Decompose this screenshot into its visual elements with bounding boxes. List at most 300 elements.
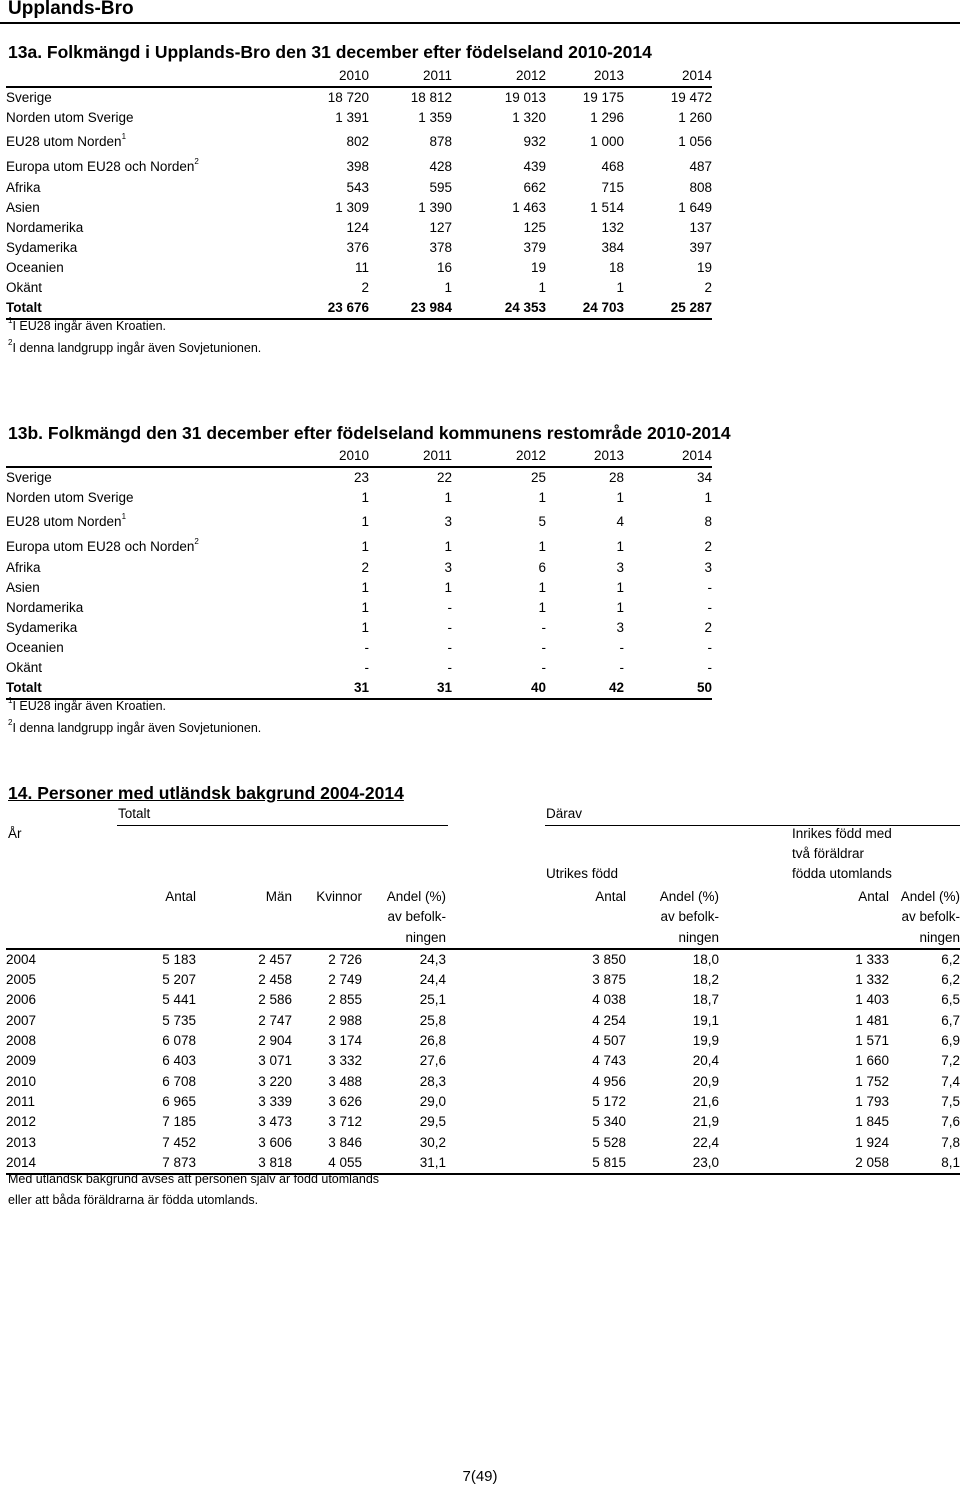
value-cell: 7,6 (941, 1114, 960, 1130)
value-cell: 3 488 (328, 1073, 362, 1089)
value-cell: 3 (616, 560, 624, 575)
total-value: 24 353 (452, 298, 546, 319)
table-row (6, 990, 960, 1010)
year-cell: 2006 (6, 992, 37, 1008)
value-cell: 1 056 (678, 134, 712, 149)
value-cell: 5 528 (592, 1134, 626, 1150)
table-row (6, 87, 712, 108)
value-cell: 5 172 (592, 1093, 626, 1109)
value-cell: 2 904 (258, 1033, 292, 1049)
value-cell: 487 (689, 159, 712, 174)
row-label: Afrika (6, 180, 41, 195)
total-value: 31 (286, 678, 369, 699)
value-cell: 8,1 (889, 1153, 960, 1174)
table-14-note-2: eller att båda föräldrarna är födda utomlands. (8, 1193, 259, 1207)
value-cell: 932 (523, 134, 546, 149)
value-cell: 28 (608, 470, 624, 485)
value-cell: 132 (601, 220, 624, 235)
value-cell: 1 660 (855, 1053, 889, 1069)
value-cell: 1 845 (855, 1114, 889, 1130)
total-value: 42 (546, 678, 624, 699)
year-cell: 2013 (6, 1134, 37, 1150)
row-label: Afrika (6, 560, 41, 575)
row-label: EU28 utom Norden$^1$ (6, 132, 127, 149)
row-label: Sydamerika (6, 240, 78, 255)
header-man: Män (265, 889, 292, 904)
value-cell: 1 (361, 620, 369, 635)
value-cell: 18 720 (327, 90, 369, 105)
total-value: 31 (369, 678, 452, 699)
table-row (6, 949, 960, 970)
value-cell: 1 390 (418, 200, 452, 215)
value-cell: 2 458 (258, 972, 292, 988)
value-cell: 19 175 (582, 90, 624, 105)
value-cell: 3 606 (258, 1134, 292, 1150)
value-cell: 29,0 (419, 1093, 446, 1109)
value-cell: 3 (444, 560, 452, 575)
value-cell: - (447, 660, 452, 675)
value-cell: 1 (704, 490, 712, 505)
value-cell: 30,2 (419, 1134, 446, 1150)
value-cell: 5 (538, 514, 546, 529)
table-14-header-row-1 (6, 887, 960, 907)
value-cell: 1 359 (418, 110, 452, 125)
table-row (6, 218, 712, 238)
value-cell: 2 (704, 620, 712, 635)
value-cell: 16 (436, 260, 452, 275)
value-cell: 6 708 (162, 1073, 196, 1089)
table-row (6, 278, 712, 298)
utrikes-header: Utrikes född (546, 866, 619, 881)
table-13a (6, 66, 712, 320)
value-cell: 1 (616, 539, 624, 554)
row-label: Norden utom Sverige (6, 490, 134, 505)
value-cell: 29,5 (419, 1114, 446, 1130)
value-cell: 3 (444, 514, 452, 529)
total-row (6, 678, 712, 699)
value-cell: 468 (601, 159, 624, 174)
value-cell: 1 (444, 539, 452, 554)
value-cell: 4 507 (592, 1033, 626, 1049)
value-cell: 4 (616, 514, 624, 529)
value-cell: 3 846 (328, 1134, 362, 1150)
value-cell: 6,7 (941, 1012, 960, 1028)
total-row (6, 298, 712, 319)
value-cell: 1 (444, 580, 452, 595)
value-cell: 4 055 (292, 1153, 362, 1174)
inrikes-header-line3: födda utomlands (792, 866, 892, 881)
value-cell: 1 514 (590, 200, 624, 215)
value-cell: 1 260 (678, 110, 712, 125)
value-cell: 379 (523, 240, 546, 255)
value-cell: 3 712 (328, 1114, 362, 1130)
header-utrikes-antal: Antal (595, 889, 626, 904)
value-cell: 6 403 (162, 1053, 196, 1069)
value-cell: - (619, 660, 624, 675)
value-cell: 31,1 (362, 1153, 446, 1174)
value-cell: 7,5 (941, 1093, 960, 1109)
value-cell: 137 (689, 220, 712, 235)
value-cell: - (541, 640, 546, 655)
header-totalt-andel-line2: av befolk- (387, 909, 446, 925)
value-cell: 1 332 (855, 972, 889, 988)
value-cell: 7 452 (162, 1134, 196, 1150)
value-cell: 3 220 (258, 1073, 292, 1089)
value-cell: 127 (429, 220, 452, 235)
header-utrikes-andel: Andel (%) (659, 889, 719, 904)
header-inrikes-andel: Andel (%) (900, 889, 960, 904)
header-utrikes-andel-line2: av befolk- (660, 909, 719, 925)
table-14-header-row-3 (6, 928, 960, 949)
header-divider (0, 22, 960, 24)
value-cell: - (619, 640, 624, 655)
value-cell: 5 183 (162, 951, 196, 967)
value-cell: 1 463 (512, 200, 546, 215)
value-cell: 3 071 (258, 1053, 292, 1069)
table-row (6, 1112, 960, 1132)
footnote-marker: 1 (121, 132, 127, 141)
value-cell: 3 850 (592, 951, 626, 967)
value-cell: 1 (444, 490, 452, 505)
year-header: 2010 (286, 66, 369, 87)
year-cell: 2010 (6, 1073, 37, 1089)
value-cell: 3 332 (328, 1053, 362, 1069)
value-cell: 7,4 (941, 1073, 960, 1089)
table-row (6, 970, 960, 990)
row-label: Europa utom EU28 och Norden$^2$ (6, 537, 199, 554)
row-label: Sverige (6, 90, 52, 105)
value-cell: 5 815 (446, 1153, 626, 1174)
value-cell: 3 818 (196, 1153, 292, 1174)
value-cell: 6,2 (941, 972, 960, 988)
value-cell: 23,0 (626, 1153, 719, 1174)
value-cell: 1 (361, 490, 369, 505)
table-row (6, 638, 712, 658)
footnote-marker: 2 (194, 157, 199, 166)
table-row (6, 178, 712, 198)
header-cell (6, 887, 106, 907)
value-cell: 1 (361, 539, 369, 554)
value-cell: 5 207 (162, 972, 196, 988)
value-cell: - (707, 640, 712, 655)
value-cell: 2 (361, 280, 369, 295)
table-row (6, 1011, 960, 1031)
value-cell: 18 812 (410, 90, 452, 105)
group-darav-underline (545, 825, 960, 826)
value-cell: 1 924 (855, 1134, 889, 1150)
value-cell: 376 (346, 240, 369, 255)
value-cell: 18,0 (692, 951, 719, 967)
table-row (6, 533, 712, 558)
table-row (6, 1031, 960, 1051)
footnote-marker: 1 (121, 512, 127, 521)
table-row (6, 1133, 960, 1153)
value-cell: 20,4 (692, 1053, 719, 1069)
table-row (6, 153, 712, 178)
value-cell: - (447, 600, 452, 615)
value-cell: 2 586 (258, 992, 292, 1008)
value-cell: 24,4 (419, 972, 446, 988)
value-cell: 1 391 (335, 110, 369, 125)
value-cell: 1 (538, 539, 546, 554)
value-cell: 878 (429, 134, 452, 149)
table-13b-note-2: $^2$I denna landgrupp ingår även Sovjetunionen. (8, 718, 262, 735)
value-cell: - (707, 600, 712, 615)
year-cell: 2005 (6, 972, 37, 988)
value-cell: 25,1 (419, 992, 446, 1008)
header-inrikes-antal: Antal (858, 889, 889, 904)
table-13b-note-1: $^1$I EU28 ingår även Kroatien. (8, 696, 167, 713)
value-cell: 439 (523, 159, 546, 174)
header-totalt-antal: Antal (165, 889, 196, 904)
value-cell: 4 038 (592, 992, 626, 1008)
value-cell: 26,8 (419, 1033, 446, 1049)
value-cell: 7,2 (941, 1053, 960, 1069)
group-totalt: Totalt (118, 806, 151, 821)
value-cell: 27,6 (419, 1053, 446, 1069)
row-label: EU28 utom Norden$^1$ (6, 512, 127, 529)
row-label: Asien (6, 580, 40, 595)
value-cell: 125 (523, 220, 546, 235)
value-cell: 2 457 (258, 951, 292, 967)
value-cell: 1 (616, 600, 624, 615)
row-label: Okänt (6, 660, 43, 675)
table-row (6, 578, 712, 598)
header-totalt-andel: Andel (%) (386, 889, 446, 904)
year-header: 2014 (624, 66, 712, 87)
value-cell: 6 (538, 560, 546, 575)
value-cell: - (447, 620, 452, 635)
table-row (6, 558, 712, 578)
value-cell: 1 309 (335, 200, 369, 215)
value-cell: 1 (361, 514, 369, 529)
row-label: Sydamerika (6, 620, 78, 635)
table-row (6, 1092, 960, 1112)
group-darav: Därav (546, 806, 583, 821)
row-label: Nordamerika (6, 220, 84, 235)
total-label: Totalt (6, 298, 286, 319)
footnote-marker: 2 (194, 537, 199, 546)
total-value: 40 (452, 678, 546, 699)
value-cell: 1 (616, 280, 624, 295)
row-label: Oceanien (6, 260, 64, 275)
value-cell: 3 (704, 560, 712, 575)
value-cell: 2 058 (719, 1153, 889, 1174)
value-cell: 2 726 (328, 951, 362, 967)
value-cell: 3 (616, 620, 624, 635)
value-cell: 1 (538, 580, 546, 595)
value-cell: 3 339 (258, 1093, 292, 1109)
table-row (6, 1153, 960, 1174)
year-header: 2011 (369, 66, 452, 87)
value-cell: 3 626 (328, 1093, 362, 1109)
header-totalt-andel-line3: ningen (362, 928, 446, 949)
row-label: Oceanien (6, 640, 64, 655)
value-cell: 4 956 (592, 1073, 626, 1089)
value-cell: 6,5 (941, 992, 960, 1008)
value-cell: 11 (354, 260, 369, 275)
year-header: 2010 (286, 446, 369, 467)
value-cell: 1 333 (855, 951, 889, 967)
value-cell: - (447, 640, 452, 655)
year-cell: 2011 (6, 1093, 36, 1109)
table-row (6, 508, 712, 533)
table-row (6, 108, 712, 128)
table-row (6, 488, 712, 508)
value-cell: 2 988 (328, 1012, 362, 1028)
value-cell: 6 078 (162, 1033, 196, 1049)
header-kvinnor: Kvinnor (316, 889, 362, 904)
year-header-row (6, 66, 712, 87)
value-cell: 1 571 (855, 1033, 889, 1049)
table-row (6, 598, 712, 618)
value-cell: 1 481 (855, 1012, 889, 1028)
total-value: 24 703 (546, 298, 624, 319)
value-cell: 7,8 (941, 1134, 960, 1150)
table-row (6, 198, 712, 218)
value-cell: 3 473 (258, 1114, 292, 1130)
value-cell: 378 (429, 240, 452, 255)
value-cell: 19,9 (692, 1033, 719, 1049)
value-cell: 19 (530, 260, 546, 275)
total-label: Totalt (6, 678, 286, 699)
row-label: Europa utom EU28 och Norden$^2$ (6, 157, 199, 174)
value-cell: 5 340 (592, 1114, 626, 1130)
value-cell: - (364, 640, 369, 655)
value-cell: - (707, 660, 712, 675)
value-cell: 8 (704, 514, 712, 529)
value-cell: 397 (689, 240, 712, 255)
value-cell: 1 000 (590, 134, 624, 149)
total-value: 50 (624, 678, 712, 699)
row-label: Nordamerika (6, 600, 84, 615)
row-label: Norden utom Sverige (6, 110, 134, 125)
value-cell: 22 (436, 470, 452, 485)
year-cell: 2014 (6, 1153, 106, 1174)
value-cell: 398 (346, 159, 369, 174)
value-cell: 19,1 (692, 1012, 719, 1028)
year-header: 2014 (624, 446, 712, 467)
value-cell: - (541, 620, 546, 635)
value-cell: 802 (346, 134, 369, 149)
value-cell: 1 320 (512, 110, 546, 125)
value-cell: 662 (523, 180, 546, 195)
value-cell: 1 793 (855, 1093, 889, 1109)
value-cell: 1 752 (855, 1073, 889, 1089)
value-cell: 595 (429, 180, 452, 195)
value-cell: 6,2 (941, 951, 960, 967)
value-cell: 19 472 (670, 90, 712, 105)
year-header: 2013 (546, 66, 624, 87)
value-cell: 18 (608, 260, 624, 275)
value-cell: - (364, 660, 369, 675)
row-label: Asien (6, 200, 40, 215)
year-cell: 2012 (6, 1114, 37, 1130)
table-13a-title: 13a. Folkmängd i Upplands-Bro den 31 december efter födelseland 2010-2014 (8, 42, 652, 62)
table-row (6, 128, 712, 153)
header-inrikes-andel-line3: ningen (889, 928, 960, 949)
value-cell: 21,6 (692, 1093, 719, 1109)
table-14 (6, 887, 960, 1175)
table-row (6, 618, 712, 638)
value-cell: 21,9 (692, 1114, 719, 1130)
year-column-header: År (8, 826, 22, 841)
value-cell: 428 (429, 159, 452, 174)
value-cell: 543 (346, 180, 369, 195)
year-cell: 2004 (6, 951, 37, 967)
value-cell: 7 873 (106, 1153, 196, 1174)
table-row (6, 1051, 960, 1071)
total-value: 23 984 (369, 298, 452, 319)
year-header: 2012 (452, 66, 546, 87)
year-header: 2013 (546, 446, 624, 467)
header-utrikes-andel-line3: ningen (626, 928, 719, 949)
value-cell: 2 855 (328, 992, 362, 1008)
value-cell: 4 254 (592, 1012, 626, 1028)
page-header-title: Upplands-Bro (8, 0, 134, 19)
table-13a-note-2: $^2$I denna landgrupp ingår även Sovjetunionen. (8, 338, 262, 355)
value-cell: 715 (601, 180, 624, 195)
value-cell: 28,3 (419, 1073, 446, 1089)
value-cell: 23 (353, 470, 369, 485)
value-cell: - (707, 580, 712, 595)
value-cell: 22,4 (692, 1134, 719, 1150)
value-cell: 808 (689, 180, 712, 195)
table-row (6, 1072, 960, 1092)
header-inrikes-andel-line2: av befolk- (901, 909, 960, 925)
value-cell: 124 (346, 220, 369, 235)
page-number: 7(49) (462, 1468, 498, 1485)
table-13b (6, 446, 712, 700)
value-cell: 1 (538, 490, 546, 505)
value-cell: 1 403 (855, 992, 889, 1008)
value-cell: 1 (444, 280, 452, 295)
value-cell: 384 (601, 240, 624, 255)
total-value: 23 676 (286, 298, 369, 319)
value-cell: 24,3 (419, 951, 446, 967)
value-cell: 18,2 (692, 972, 719, 988)
value-cell: 1 (538, 280, 546, 295)
value-cell: 25,8 (419, 1012, 446, 1028)
value-cell: 1 (361, 580, 369, 595)
value-cell: 18,7 (692, 992, 719, 1008)
value-cell: 19 (696, 260, 712, 275)
value-cell: 1 (616, 580, 624, 595)
year-header-row (6, 446, 712, 467)
value-cell: 5 735 (162, 1012, 196, 1028)
value-cell: 2 749 (328, 972, 362, 988)
value-cell: 3 875 (592, 972, 626, 988)
year-header: 2011 (369, 446, 452, 467)
value-cell: 2 (704, 280, 712, 295)
value-cell: - (541, 660, 546, 675)
table-14-header-row-2 (6, 907, 960, 927)
table-row (6, 658, 712, 678)
value-cell: 6 965 (162, 1093, 196, 1109)
table-14-title: 14. Personer med utländsk bakgrund 2004-2014 (8, 783, 404, 803)
value-cell: 5 441 (162, 992, 196, 1008)
value-cell: 1 (361, 600, 369, 615)
value-cell: 4 743 (592, 1053, 626, 1069)
value-cell: 1 (616, 490, 624, 505)
year-header: 2012 (452, 446, 546, 467)
table-13b-title: 13b. Folkmängd den 31 december efter födelseland kommunens restområde 2010-2014 (8, 423, 731, 443)
value-cell: 1 (538, 600, 546, 615)
year-cell: 2008 (6, 1033, 37, 1049)
value-cell: 19 013 (504, 90, 546, 105)
value-cell: 20,9 (692, 1073, 719, 1089)
table-14-note-1: Med utländsk bakgrund avses att personen själv är född utomlands (8, 1172, 380, 1186)
